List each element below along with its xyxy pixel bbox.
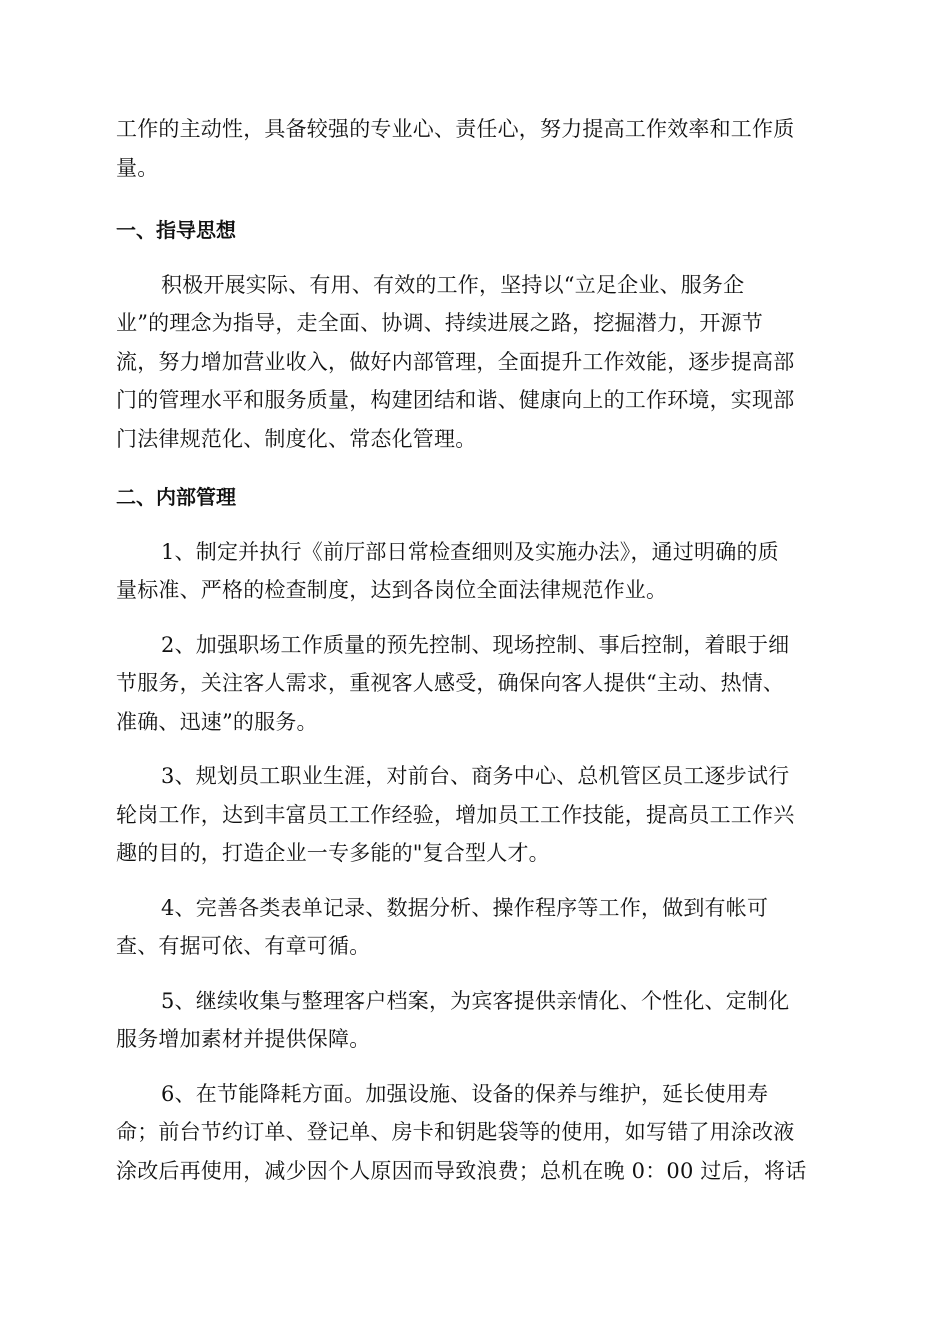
- text-line: 积极开展实际、有用、有效的工作，坚持以“立足企业、服务企: [161, 272, 745, 297]
- text-line: 命；前台节约订单、登记单、房卡和钥匙袋等的使用，如写错了用涂改液: [116, 1120, 795, 1144]
- text-line: 涂改后再使用，减少因个人原因而导致浪费；总机在晚 0：00 过后，将话: [116, 1158, 807, 1183]
- text-line: 服务增加素材并提供保障。: [116, 1027, 371, 1051]
- management-item-1: [116, 533, 830, 610]
- text-line: 3、规划员工职业生涯，对前台、商务中心、总机管区员工逐步试行: [161, 764, 790, 788]
- text-line: 查、有据可依、有章可循。: [116, 934, 371, 958]
- text-line: 量。: [116, 155, 159, 180]
- text-line: 门法律规范化、制度化、常态化管理。: [116, 426, 477, 451]
- intro-paragraph: [116, 110, 830, 187]
- text-line: 1、制定并执行《前厅部日常检查细则及实施办法》，通过明确的质: [161, 539, 779, 564]
- text-line: 门的管理水平和服务质量，构建团结和谐、健康向上的工作环境，实现部: [116, 388, 795, 412]
- section-heading-guiding-ideology: 一、指导思想: [116, 218, 236, 242]
- management-item-2: [116, 626, 830, 742]
- management-item-3: [116, 757, 830, 873]
- text-line: 量标准、严格的检查制度，达到各岗位全面法律规范作业。: [116, 578, 668, 602]
- text-line: 6、在节能降耗方面。加强设施、设备的保养与维护，延长使用寿: [161, 1081, 769, 1106]
- management-item-6: [116, 1075, 830, 1191]
- text-line: 趣的目的，打造企业一专多能的"复合型人才。: [116, 841, 550, 865]
- text-line: 2、加强职场工作质量的预先控制、现场控制、事后控制，着眼于细: [161, 632, 790, 657]
- management-item-4: [116, 889, 830, 966]
- text-line: 准确、迅速”的服务。: [116, 709, 318, 734]
- section-heading-internal-management: 二、内部管理: [116, 485, 236, 509]
- guiding-ideology-paragraph: [116, 266, 830, 459]
- text-line: 业”的理念为指导，走全面、协调、持续进展之路，挖掘潜力，开源节: [116, 311, 763, 335]
- text-line: 工作的主动性，具备较强的专业心、责任心，努力提高工作效率和工作质: [116, 117, 795, 141]
- management-item-5: [116, 982, 830, 1059]
- text-line: 4、完善各类表单记录、数据分析、操作程序等工作，做到有帐可: [161, 895, 769, 920]
- document-body: [116, 110, 830, 1190]
- text-line: 5、继续收集与整理客户档案，为宾客提供亲情化、个性化、定制化: [161, 988, 790, 1013]
- text-line: 轮岗工作，达到丰富员工工作经验，增加员工工作技能，提高员工工作兴: [116, 802, 795, 827]
- text-line: 节服务，关注客人需求，重视客人感受，确保向客人提供“主动、热情、: [116, 671, 785, 695]
- text-line: 流，努力增加营业收入，做好内部管理，全面提升工作效能，逐步提高部: [116, 349, 795, 374]
